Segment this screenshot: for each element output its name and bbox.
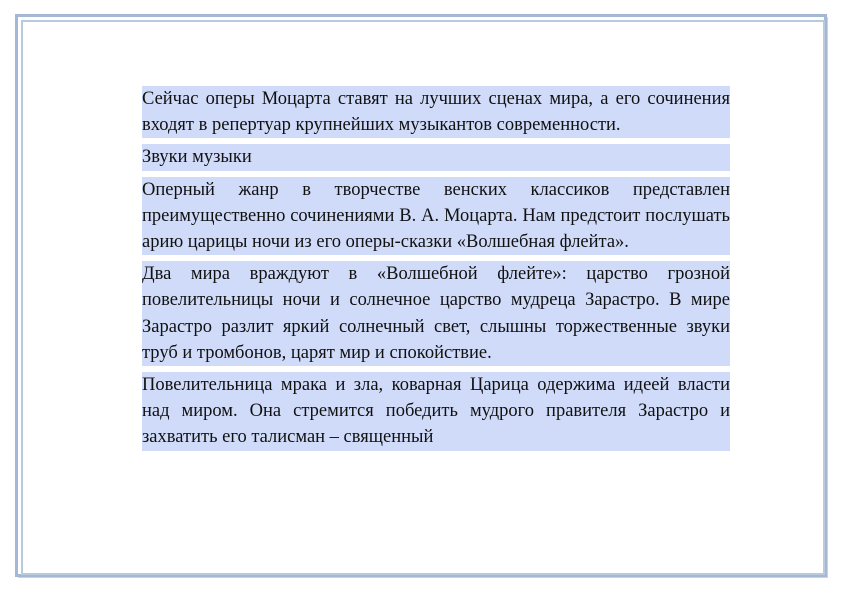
paragraph-queen: Повелительница мрака и зла, коварная Царица одержима идеей власти над миром. Она стремится победить мудрого правителя Зарастро и захватить его талисман – священный xyxy=(142,372,730,451)
paragraph-opera-genre: Оперный жанр в творчестве венских классиков представлен преимущественно сочинениями В. А. Моцарта. Нам предстоит послушать арию царицы ночи из его оперы-сказки «Волшебная флейта». xyxy=(142,177,730,256)
paragraph-intro: Сейчас оперы Моцарта ставят на лучших сценах мира, а его сочинения входят в репертуар крупнейших музыкантов современности. xyxy=(142,86,730,138)
paragraph-two-worlds: Два мира враждуют в «Волшебной флейте»: царство грозной повелительницы ночи и солнечное царство мудреца Зарастро. В мире Зарастро разлит яркий солнечный свет, слышны торжественные звуки труб и тромбонов, царят мир и спокойствие. xyxy=(142,261,730,366)
paragraph-heading: Звуки музыки xyxy=(142,144,730,170)
text-block xyxy=(142,86,730,530)
